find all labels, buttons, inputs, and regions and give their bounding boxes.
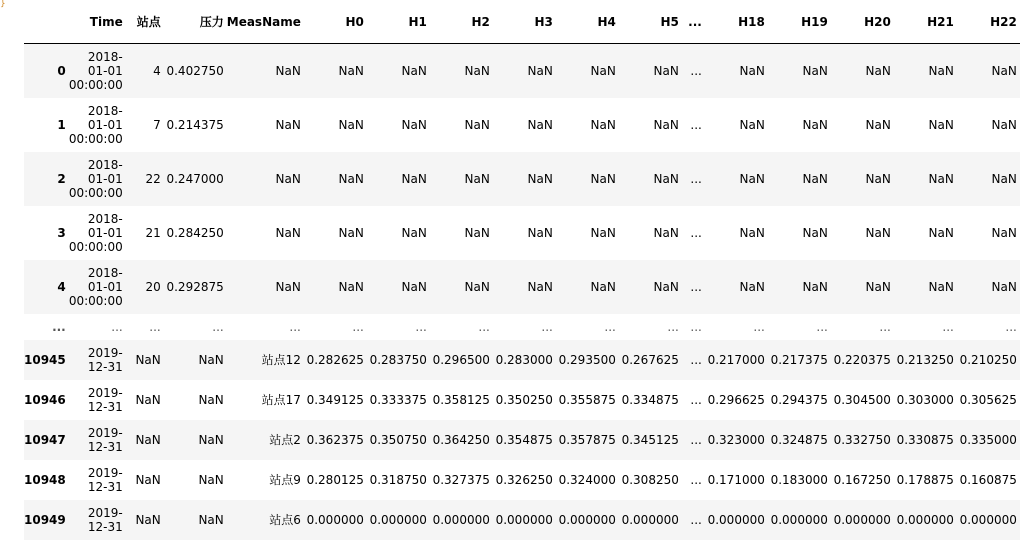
table-cell: NaN [275,117,301,132]
table-cell: NaN [464,171,490,186]
table-cell: 0.000000 [896,512,954,527]
column-header: H2 [430,0,493,44]
table-cell: NaN [338,225,364,240]
table-header [24,0,1020,44]
time-cell [69,152,126,206]
table-cell: 20 [145,279,161,294]
row-index: 10945 [24,352,66,367]
table-cell: NaN [590,63,616,78]
table-cell: ... [478,319,490,334]
row-index: 10947 [24,432,66,447]
table-cell: NaN [590,279,616,294]
table-cell: 0.345125 [621,432,679,447]
table-cell: 站点17 [261,392,301,407]
time-part: 2018- [87,157,123,172]
time-cell [69,260,126,314]
table-cell: NaN [198,512,224,527]
table-cell: NaN [198,352,224,367]
table-cell: 0.330875 [896,432,954,447]
table-row [24,460,1020,500]
time-part: 00:00:00 [68,185,123,200]
table-cell: 0.304500 [833,392,891,407]
table-cell: NaN [275,225,301,240]
table-cell: NaN [275,171,301,186]
table-cell: ... [289,319,301,334]
table-cell: ... [352,319,364,334]
table-cell: 0.000000 [432,512,490,527]
table-cell: NaN [653,225,679,240]
time-part: 01-01 [87,117,123,132]
time-part: 01-01 [87,225,123,240]
row-index: 4 [57,279,66,294]
table-cell: NaN [739,171,765,186]
table-cell: 7 [153,117,161,132]
time-part: 2018- [87,265,123,280]
table-cell: 22 [145,171,161,186]
table-cell: NaN [865,225,891,240]
table-cell: 站点6 [269,512,301,527]
table-cell: 0.167250 [833,472,891,487]
table-cell: NaN [802,171,828,186]
time-part: 00:00:00 [68,293,123,308]
column-header: H20 [831,0,894,44]
table-cell: 0.247000 [166,171,224,186]
table-cell: 站点9 [269,472,301,487]
column-header: H1 [367,0,430,44]
column-header: 压力 [164,0,227,44]
table-cell: 0.294375 [770,392,828,407]
table-cell: 0.000000 [558,512,616,527]
table-cell: ... [1005,319,1017,334]
table-cell: 0.318750 [369,472,427,487]
table-cell: NaN [401,117,427,132]
table-cell: NaN [135,512,161,527]
table-cell: NaN [739,63,765,78]
time-part: 2018- [87,211,123,226]
table-cell: ... [149,319,161,334]
table-cell: NaN [928,279,954,294]
table-cell: ... [667,319,679,334]
table-cell: 0.323000 [707,432,765,447]
column-header: ... [682,0,705,44]
table-cell: NaN [928,225,954,240]
table-cell: 0.000000 [495,512,553,527]
table-cell: 0.334875 [621,392,679,407]
table-cell: NaN [865,279,891,294]
table-cell: 0.178875 [896,472,954,487]
table-cell: NaN [464,225,490,240]
table-cell: NaN [928,117,954,132]
table-cell: 0.349125 [306,392,364,407]
table-cell: 0.357875 [558,432,616,447]
row-index: 0 [57,63,66,78]
table-cell: NaN [865,171,891,186]
table-cell: 0.355875 [558,392,616,407]
table-cell: 0.324000 [558,472,616,487]
table-cell: 0.000000 [306,512,364,527]
table-cell: 0.217000 [707,352,765,367]
row-index: 10949 [24,512,66,527]
table-cell: 0.324875 [770,432,828,447]
time-cell [69,380,126,420]
table-cell: NaN [338,279,364,294]
table-cell: NaN [802,117,828,132]
table-cell: ... [753,319,765,334]
table-cell: NaN [338,171,364,186]
table-cell: NaN [527,279,553,294]
table-cell: 0.283000 [495,352,553,367]
table-cell: NaN [401,63,427,78]
table-cell: 0.214375 [166,117,224,132]
table-cell: NaN [590,171,616,186]
table-cell: 0.305625 [959,392,1017,407]
time-part: 2018- [87,103,123,118]
table-cell: ... [690,352,702,367]
time-cell [69,340,126,380]
column-header: Time [69,0,126,44]
time-part: 2019- [87,345,123,360]
time-part: 2019- [87,425,123,440]
table-cell: NaN [739,225,765,240]
table-cell: NaN [865,117,891,132]
table-cell: NaN [590,225,616,240]
time-cell [69,98,126,152]
table-cell: 0.210250 [959,352,1017,367]
table-cell: NaN [464,279,490,294]
table-cell: NaN [653,279,679,294]
time-part: 00:00:00 [68,239,123,254]
time-cell [69,206,126,260]
table-cell: NaN [991,63,1017,78]
table-cell: 0.183000 [770,472,828,487]
table-cell: NaN [865,63,891,78]
time-part: 00:00:00 [68,77,123,92]
table-row [24,500,1020,540]
table-cell: 0.350250 [495,392,553,407]
table-cell: 0.327375 [432,472,490,487]
table-cell: NaN [401,171,427,186]
table-cell: 0.282625 [306,352,364,367]
table-cell: NaN [527,117,553,132]
table-cell: 站点2 [269,432,301,447]
row-index: 10948 [24,472,66,487]
table-row [24,420,1020,460]
table-cell: NaN [991,279,1017,294]
time-part: 12-31 [87,399,123,414]
table-cell: 0.362375 [306,432,364,447]
table-cell: NaN [135,352,161,367]
table-cell: ... [604,319,616,334]
table-cell: ... [690,512,702,527]
table-cell: 0.283750 [369,352,427,367]
table-cell: 0.267625 [621,352,679,367]
table-cell: NaN [928,171,954,186]
cell-corner-mark: } [0,0,6,9]
table-cell: NaN [464,117,490,132]
table-cell: 0.296625 [707,392,765,407]
table-cell: 21 [145,225,161,240]
time-cell [69,500,126,540]
column-header: H22 [957,0,1020,44]
column-header: H19 [768,0,831,44]
table-cell: NaN [739,279,765,294]
table-cell: ... [690,472,702,487]
column-header: H5 [619,0,682,44]
table-cell: NaN [338,117,364,132]
column-header: H4 [556,0,619,44]
table-cell: NaN [527,63,553,78]
table-cell: ... [212,319,224,334]
column-header: H3 [493,0,556,44]
time-part: 2019- [87,385,123,400]
table-cell: NaN [739,117,765,132]
table-cell: NaN [464,63,490,78]
table-cell: NaN [527,171,553,186]
time-cell [69,460,126,500]
table-cell: 站点12 [261,352,301,367]
table-cell: 0.284250 [166,225,224,240]
table-cell: NaN [590,117,616,132]
table-cell: ... [690,171,702,186]
time-part: 2019- [87,465,123,480]
table-row [24,98,1020,152]
table-cell: 0.354875 [495,432,553,447]
table-cell: 0.160875 [959,472,1017,487]
table-cell: NaN [198,432,224,447]
time-part: 12-31 [87,479,123,494]
table-cell: ... [816,319,828,334]
table-cell: 0.308250 [621,472,679,487]
table-cell: ... [690,225,702,240]
table-cell: 0.000000 [770,512,828,527]
table-cell: NaN [198,472,224,487]
table-cell: NaN [275,63,301,78]
time-cell [69,44,126,98]
table-cell: NaN [401,279,427,294]
table-cell: ... [942,319,954,334]
table-cell: NaN [928,63,954,78]
column-header: H21 [894,0,957,44]
table-cell: NaN [653,117,679,132]
time-part: 12-31 [87,359,123,374]
table-cell: 0.000000 [369,512,427,527]
row-index: 10946 [24,392,66,407]
time-part: 12-31 [87,519,123,534]
table-cell: NaN [135,392,161,407]
table-body [24,44,1020,540]
table-cell: NaN [198,392,224,407]
table-cell: 0.292875 [166,279,224,294]
table-cell: 0.220375 [833,352,891,367]
table-row [24,44,1020,98]
dataframe-table [24,0,1020,540]
table-cell: 0.000000 [707,512,765,527]
table-cell: 0.303000 [896,392,954,407]
row-index: 3 [57,225,66,240]
time-cell [69,420,126,460]
table-cell: 0.213250 [896,352,954,367]
table-row [24,340,1020,380]
table-cell: ... [879,319,891,334]
table-cell: 0.000000 [959,512,1017,527]
table-cell: 0.000000 [833,512,891,527]
table-cell: 0.402750 [166,63,224,78]
time-cell [69,314,126,340]
time-part: 2018- [87,49,123,64]
column-header [24,0,69,44]
table-cell: NaN [991,171,1017,186]
table-cell: ... [690,279,702,294]
table-cell: NaN [401,225,427,240]
table-cell: ... [690,432,702,447]
table-cell: NaN [135,472,161,487]
table-cell: ... [541,319,553,334]
table-cell: ... [415,319,427,334]
column-header: 站点 [126,0,164,44]
table-cell: NaN [991,117,1017,132]
table-cell: ... [690,392,702,407]
time-part: 01-01 [87,279,123,294]
time-part: 01-01 [87,63,123,78]
table-cell: 0.335000 [959,432,1017,447]
table-cell: 0.333375 [369,392,427,407]
table-cell: ... [690,63,702,78]
table-cell: 4 [153,63,161,78]
row-index: 1 [57,117,66,132]
table-row [24,152,1020,206]
time-part: 2019- [87,505,123,520]
table-row [24,260,1020,314]
table-cell: NaN [802,279,828,294]
table-cell: NaN [653,63,679,78]
row-index: ... [52,319,66,334]
column-header: MeasName [227,0,304,44]
table-cell: 0.358125 [432,392,490,407]
table-row [24,206,1020,260]
table-cell: NaN [653,171,679,186]
time-part: 12-31 [87,439,123,454]
table-cell: 0.293500 [558,352,616,367]
column-header: H0 [304,0,367,44]
table-cell: NaN [802,63,828,78]
table-cell: 0.326250 [495,472,553,487]
table-row [24,314,1020,340]
time-part: 01-01 [87,171,123,186]
table-cell: 0.364250 [432,432,490,447]
table-cell: NaN [802,225,828,240]
time-part: ... [111,319,123,334]
table-cell: NaN [135,432,161,447]
time-part: 00:00:00 [68,131,123,146]
table-row [24,380,1020,420]
table-cell: 0.350750 [369,432,427,447]
table-cell: NaN [991,225,1017,240]
table-cell: NaN [527,225,553,240]
table-cell: 0.000000 [621,512,679,527]
table-cell: NaN [275,279,301,294]
table-cell: ... [690,319,702,334]
table-cell: 0.171000 [707,472,765,487]
row-index: 2 [57,171,66,186]
column-header: H18 [705,0,768,44]
table-cell: 0.217375 [770,352,828,367]
table-cell: 0.332750 [833,432,891,447]
table-cell: 0.280125 [306,472,364,487]
table-cell: ... [690,117,702,132]
table-cell: NaN [338,63,364,78]
table-cell: 0.296500 [432,352,490,367]
